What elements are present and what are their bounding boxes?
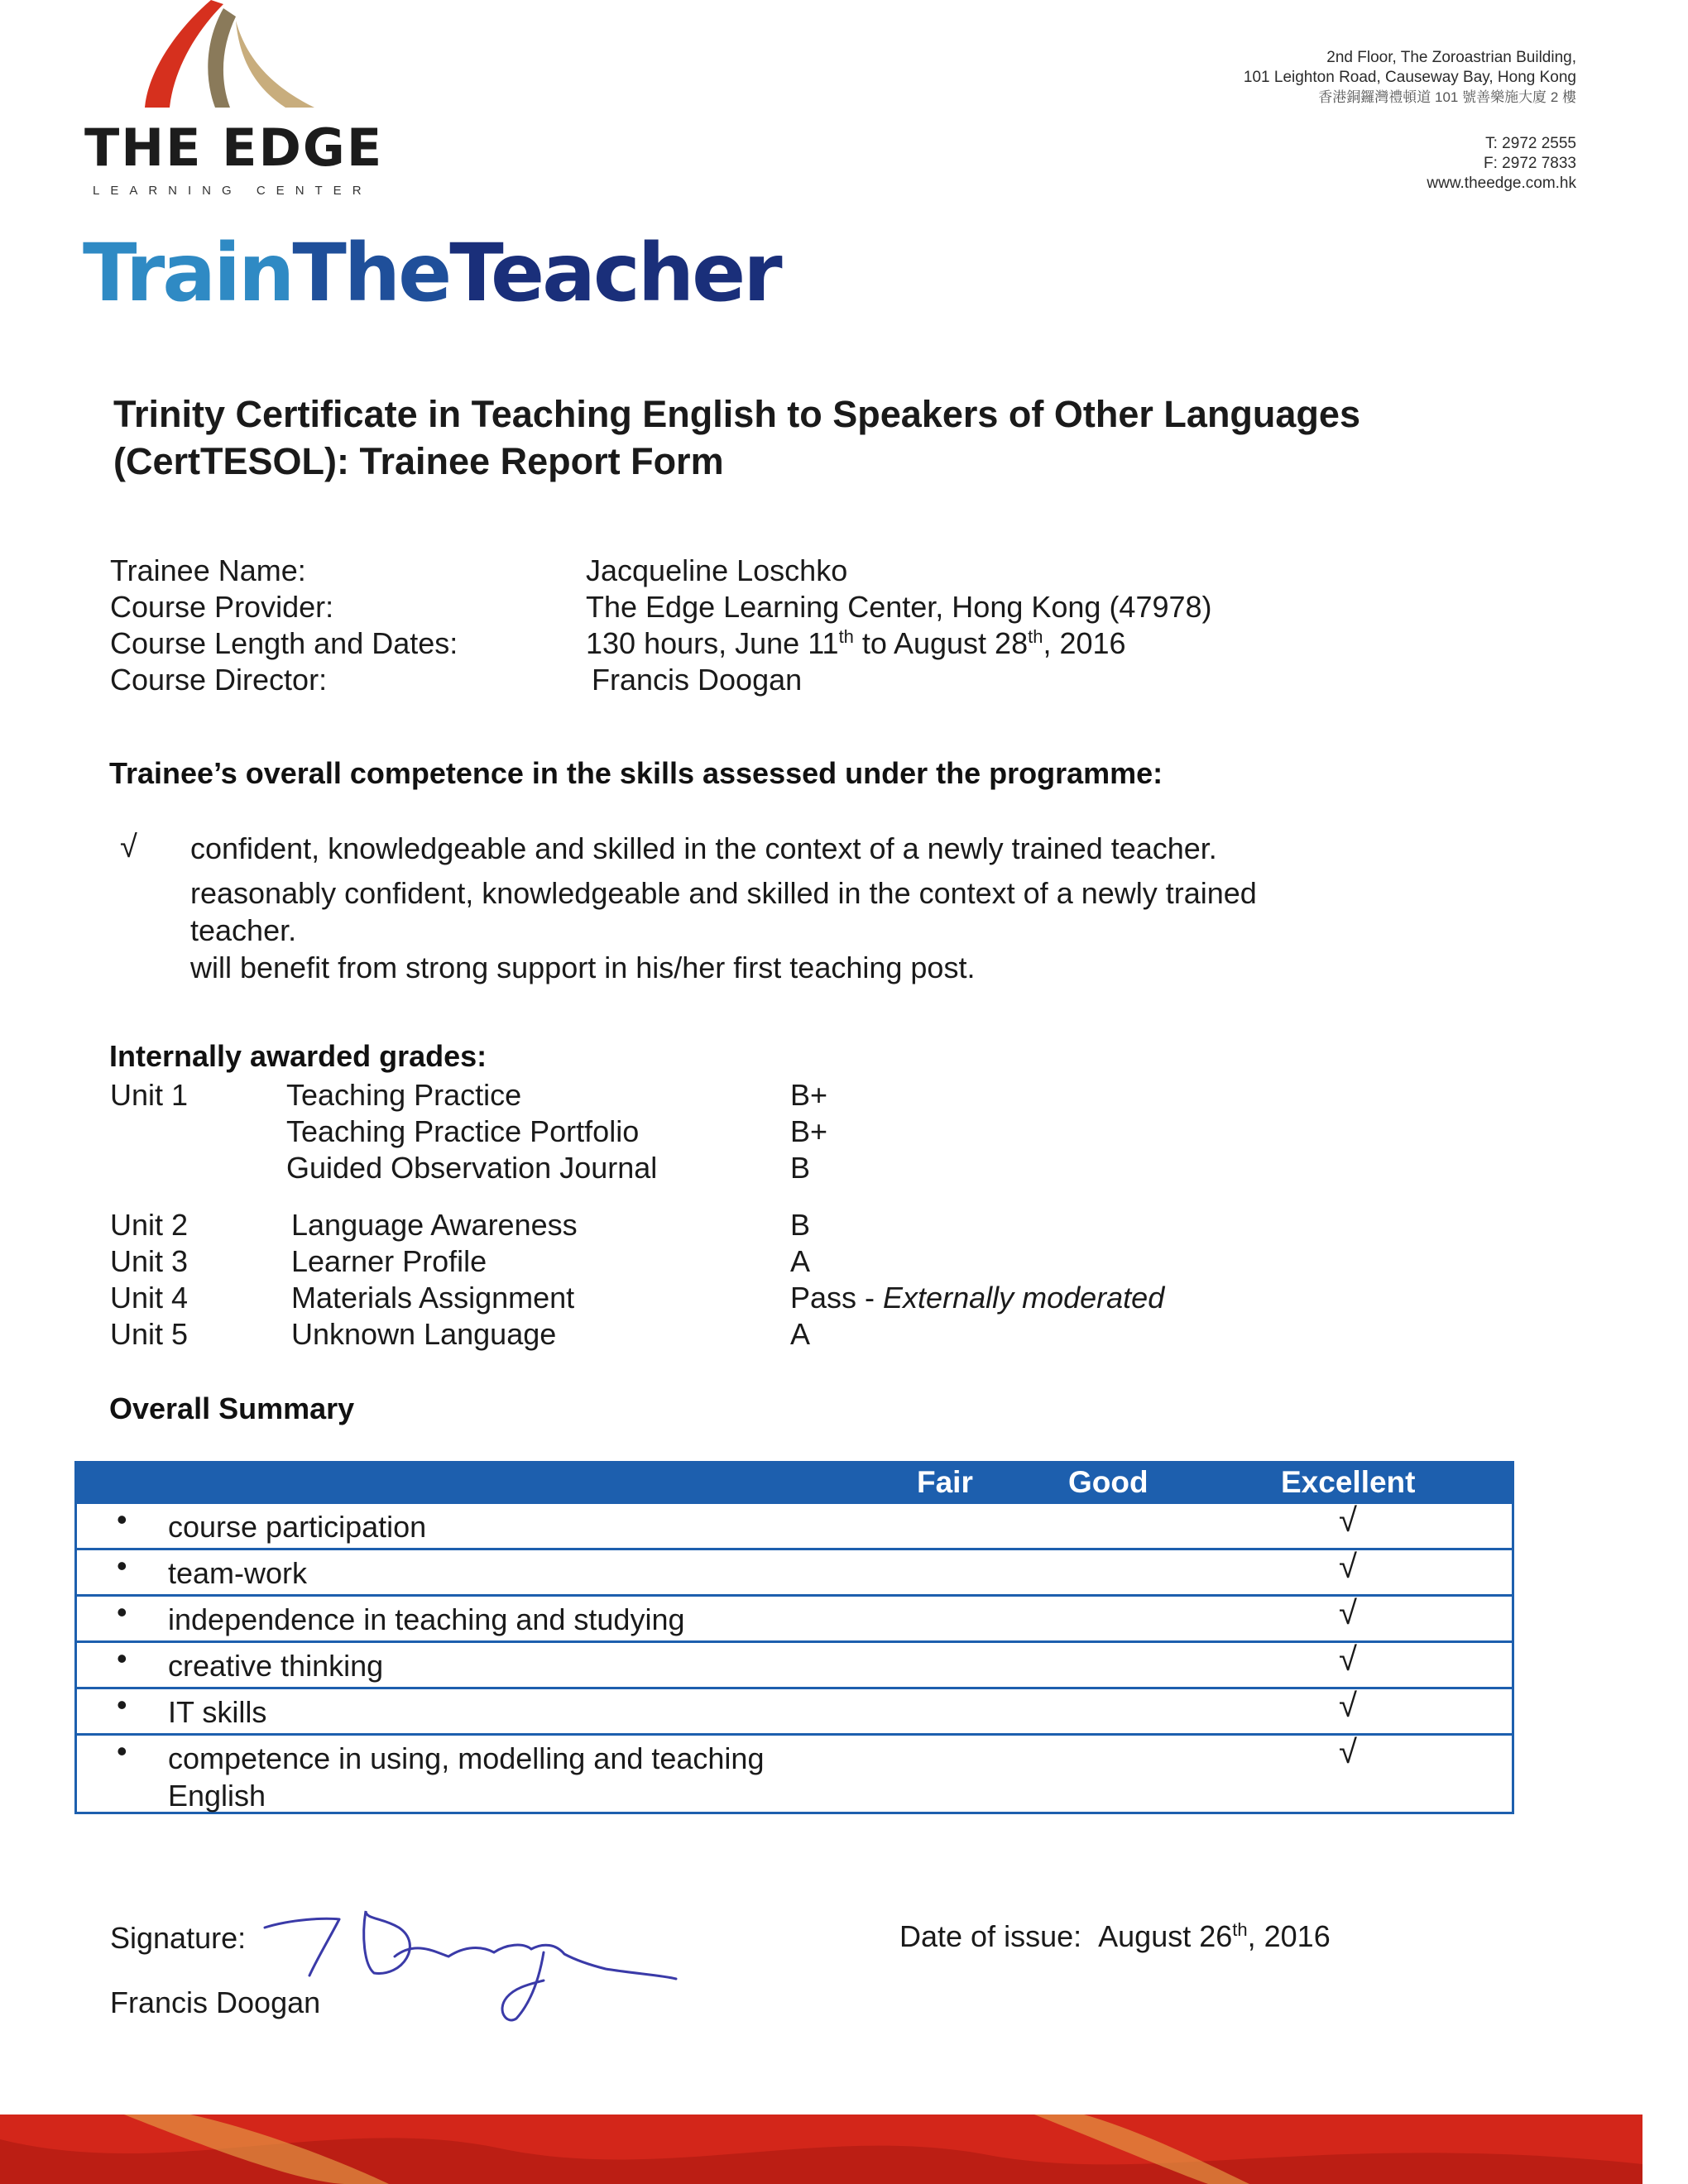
website: www.theedge.com.hk <box>1427 175 1576 192</box>
summary-row-label: creative thinking <box>168 1649 384 1683</box>
address-block <box>1244 48 1576 108</box>
course-provider-value: The Edge Learning Center, Hong Kong (47978) <box>586 590 1212 624</box>
check-mark-icon: √ <box>1339 1595 1357 1631</box>
check-mark-icon: √ <box>1339 1688 1357 1724</box>
column-header-excellent: Excellent <box>1281 1465 1416 1499</box>
unit-label: Unit 1 <box>110 1078 189 1112</box>
bullet: • <box>117 1549 127 1583</box>
grades-heading: Internally awarded grades: <box>109 1039 487 1073</box>
grade-value: B <box>790 1208 811 1242</box>
document-title <box>113 390 1520 485</box>
summary-row-label: IT skills <box>168 1695 267 1729</box>
grade-value: B <box>790 1151 811 1185</box>
title-line: Trinity Certificate in Teaching English to Speakers of Other Languages <box>113 393 1360 435</box>
grade-value: Pass - Externally moderated <box>790 1281 1165 1315</box>
bullet: • <box>117 1734 127 1768</box>
component-name: Materials Assignment <box>291 1281 575 1315</box>
bullet: • <box>117 1641 127 1675</box>
date-of-issue <box>899 1919 1331 1954</box>
address-line-chinese: 香港銅鑼灣禮頓道 101 號善樂施大廈 2 樓 <box>1318 89 1576 105</box>
unit-label: Unit 5 <box>110 1317 189 1351</box>
summary-row <box>77 1733 1512 1812</box>
competence-option: confident, knowledgeable and skilled in the context of a newly trained teacher. <box>190 831 1217 865</box>
brand-name: THE EDGE <box>84 117 384 178</box>
competence-option: reasonably confident, knowledgeable and skilled in the context of a newly trained teacher. <box>190 876 1257 947</box>
component-name: Guided Observation Journal <box>286 1151 658 1185</box>
bullet: • <box>117 1688 127 1722</box>
check-mark-icon: √ <box>1339 1641 1357 1678</box>
brand-subtitle: LEARNING CENTER <box>93 184 372 198</box>
signature-label: Signature: <box>110 1921 247 1955</box>
summary-table <box>74 1461 1514 1814</box>
date-value: August 26th, 2016 <box>1098 1919 1331 1953</box>
bullet: • <box>117 1502 127 1536</box>
title-line: (CertTESOL): Trainee Report Form <box>113 440 724 482</box>
column-header-fair: Fair <box>917 1465 973 1499</box>
logo-word: Train <box>83 227 293 319</box>
competence-heading: Trainee’s overall competence in the skills assessed under the programme: <box>109 756 1163 790</box>
summary-table-header <box>77 1463 1512 1502</box>
summary-row <box>77 1687 1512 1733</box>
fax-number: F: 2972 7833 <box>1484 155 1576 172</box>
summary-row-label: course participation <box>168 1510 427 1544</box>
footer-decorative-band <box>0 2115 1642 2184</box>
check-mark-icon: √ <box>1339 1502 1357 1539</box>
course-director-value: Francis Doogan <box>592 663 803 697</box>
unit-label: Unit 2 <box>110 1208 189 1242</box>
summary-row-label: competence in using, modelling and teaching English <box>168 1741 765 1813</box>
course-director-label: Course Director: <box>110 663 328 697</box>
moderation-note: Externally moderated <box>883 1281 1165 1315</box>
trainee-name-value: Jacqueline Loschko <box>586 553 848 587</box>
component-name: Unknown Language <box>291 1317 557 1351</box>
unit-label: Unit 3 <box>110 1244 189 1278</box>
date-label: Date of issue: <box>899 1919 1082 1953</box>
summary-row <box>77 1548 1512 1594</box>
logo-word: Teacher <box>449 227 780 319</box>
unit-label: Unit 4 <box>110 1281 189 1315</box>
summary-row <box>77 1594 1512 1640</box>
address-line: 2nd Floor, The Zoroastrian Building, <box>1326 49 1576 66</box>
handwritten-signature <box>258 1894 688 2027</box>
grade-value: B+ <box>790 1078 828 1112</box>
signer-name: Francis Doogan <box>110 1985 321 2019</box>
summary-row-label: team-work <box>168 1556 308 1590</box>
contact-block <box>1427 134 1576 194</box>
check-mark-icon: √ <box>1339 1734 1357 1770</box>
component-name: Teaching Practice Portfolio <box>286 1114 640 1148</box>
grade-value: B+ <box>790 1114 828 1148</box>
summary-row <box>77 1640 1512 1687</box>
component-name: Teaching Practice <box>286 1078 522 1112</box>
address-line: 101 Leighton Road, Causeway Bay, Hong Kong <box>1243 69 1576 86</box>
course-length-value: 130 hours, June 11th to August 28th, 2016 <box>586 626 1126 660</box>
summary-heading: Overall Summary <box>109 1391 355 1425</box>
logo-word: The <box>292 227 450 319</box>
check-mark-icon: √ <box>1339 1549 1357 1585</box>
the-edge-logo-mark <box>124 0 314 112</box>
trainee-name-label: Trainee Name: <box>110 553 306 587</box>
grade-value: A <box>790 1317 811 1351</box>
grade-value: A <box>790 1244 811 1278</box>
bullet: • <box>117 1595 127 1629</box>
summary-row <box>77 1502 1512 1548</box>
course-provider-label: Course Provider: <box>110 590 334 624</box>
train-the-teacher-logo <box>83 227 780 319</box>
course-length-label: Course Length and Dates: <box>110 626 458 660</box>
check-mark-icon: √ <box>120 830 137 864</box>
component-name: Language Awareness <box>291 1208 578 1242</box>
competence-option: will benefit from strong support in his/her first teaching post. <box>190 951 976 984</box>
component-name: Learner Profile <box>291 1244 487 1278</box>
summary-row-label: independence in teaching and studying <box>168 1602 685 1636</box>
column-header-good: Good <box>1068 1465 1149 1499</box>
phone-number: T: 2972 2555 <box>1485 135 1576 152</box>
